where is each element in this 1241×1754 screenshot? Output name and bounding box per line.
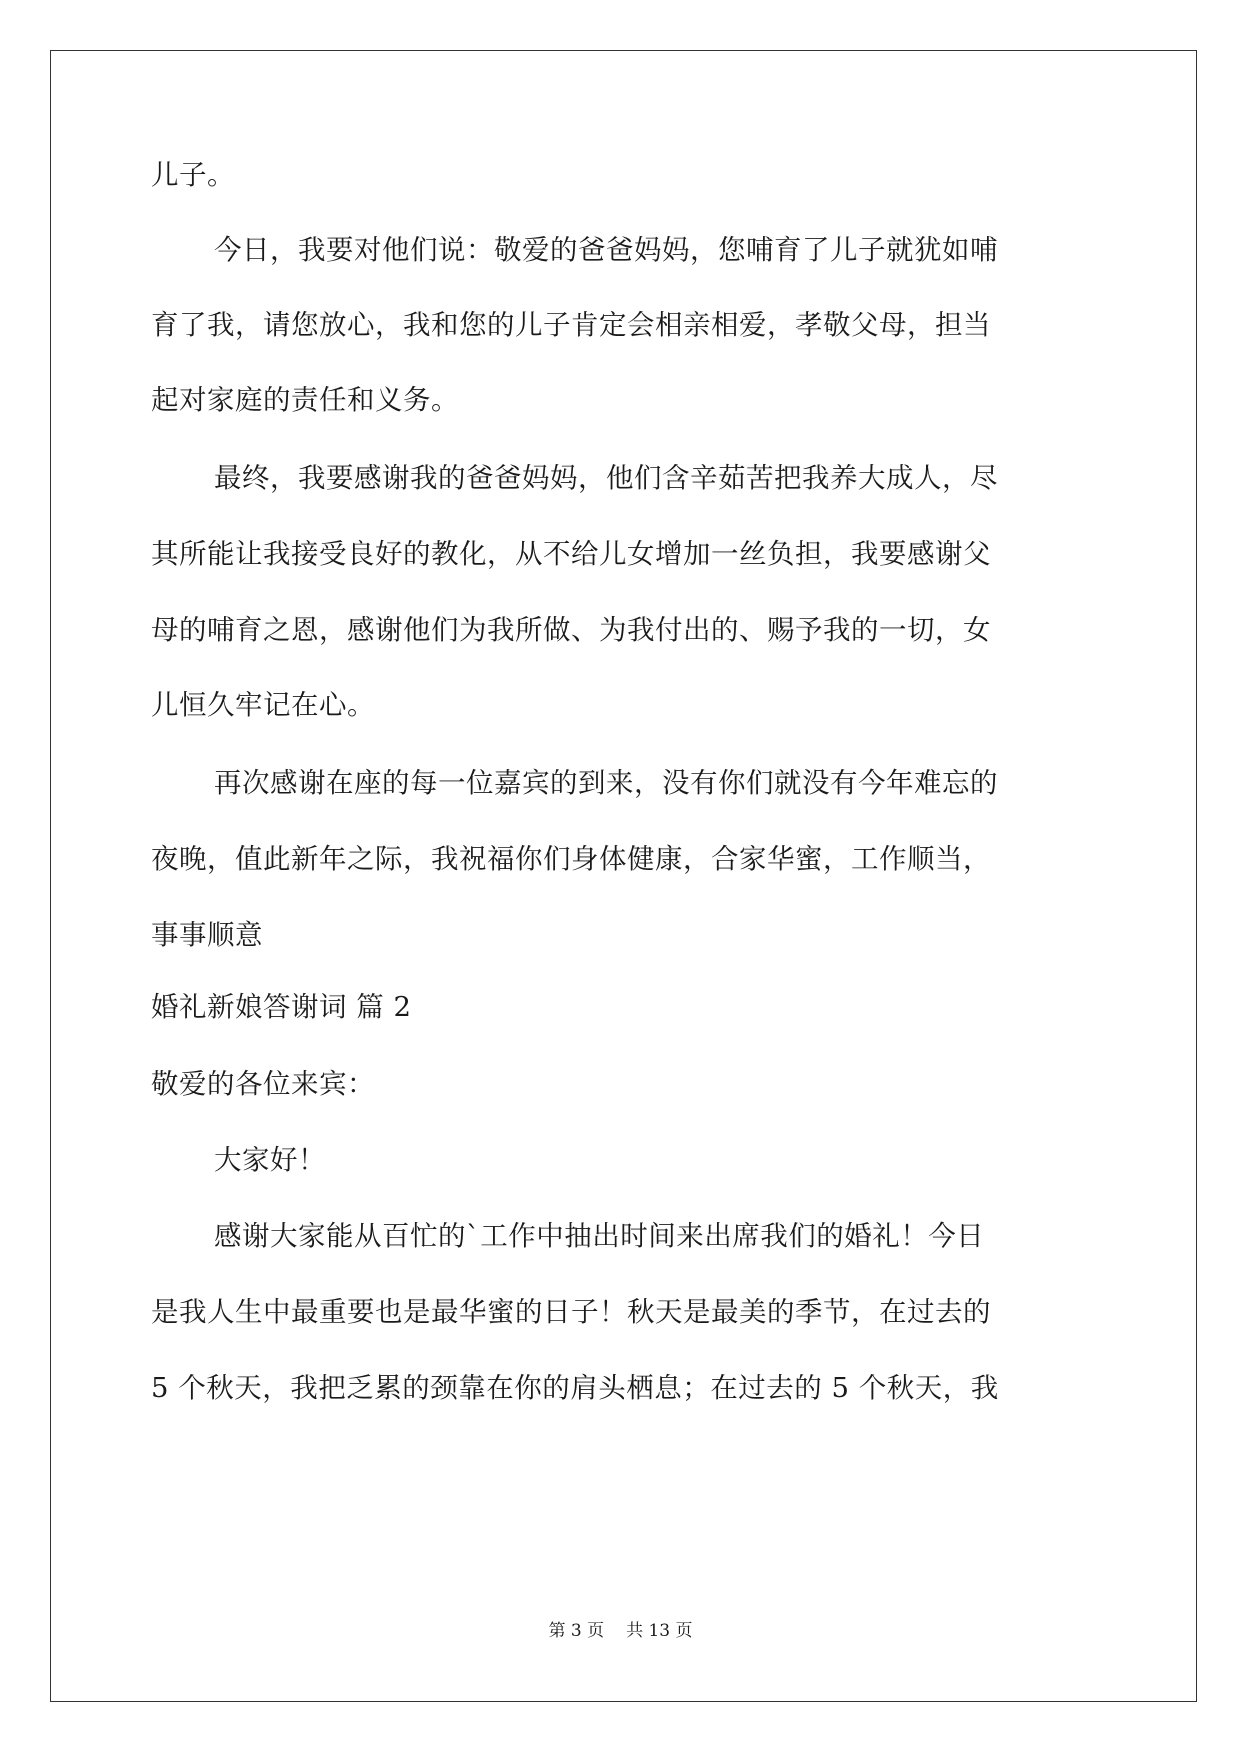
text-line: 5 个秋天，我把乏累的颈靠在你的肩头栖息；在过去的 5 个秋天，我 [151,1372,999,1404]
section-heading: 婚礼新娘答谢词 篇 2 [151,991,412,1023]
total-pages: 共 13 页 [626,1621,693,1641]
text-line: 事事顺意 [151,919,263,951]
text-line: 儿恒久牢记在心。 [151,689,375,721]
text-line: 今日，我要对他们说：敬爱的爸爸妈妈，您哺育了儿子就犹如哺 [214,234,998,266]
text-line: 育了我，请您放心，我和您的儿子肯定会相亲相爱，孝敬父母，担当 [151,309,991,341]
text-line: 是我人生中最重要也是最华蜜的日子！秋天是最美的季节，在过去的 [151,1296,991,1328]
text-line: 再次感谢在座的每一位嘉宾的到来，没有你们就没有今年难忘的 [214,767,998,799]
text-line: 起对家庭的责任和义务。 [151,384,459,416]
page-footer [0,1619,1241,1643]
text-line: 感谢大家能从百忙的`工作中抽出时间来出席我们的婚礼！今日 [214,1220,985,1252]
greeting: 大家好！ [214,1144,326,1176]
text-line: 母的哺育之恩，感谢他们为我所做、为我付出的、赐予我的一切，女 [151,614,991,646]
salutation: 敬爱的各位来宾： [151,1068,375,1100]
text-line: 儿子。 [151,159,235,191]
text-line: 夜晚，值此新年之际，我祝福你们身体健康，合家华蜜，工作顺当， [151,843,991,875]
text-line: 其所能让我接受良好的教化，从不给儿女增加一丝负担，我要感谢父 [151,538,991,570]
page-number: 第 3 页 [548,1621,605,1641]
text-line: 最终，我要感谢我的爸爸妈妈，他们含辛茹苦把我养大成人，尽 [214,462,998,494]
